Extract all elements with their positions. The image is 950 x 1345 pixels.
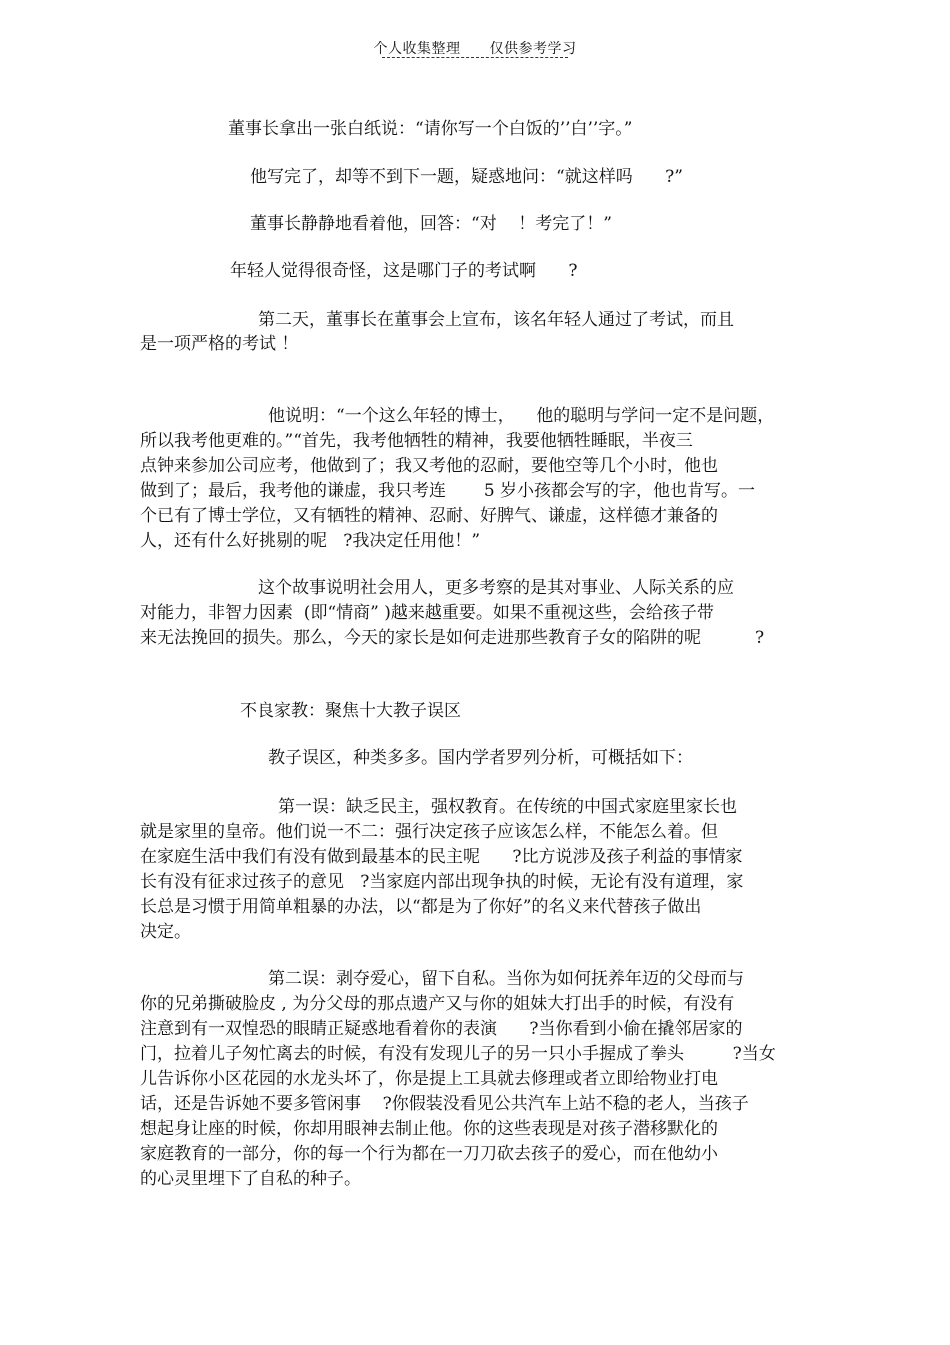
text-line: 长总是习惯于用简单粗暴的办法，以“都是为了你好”的名义来代替孩子做出 bbox=[140, 897, 702, 917]
header-divider bbox=[382, 57, 568, 58]
header-left-text: 个人收集整理 bbox=[373, 41, 461, 57]
text-line: 点钟来参加公司应考，他做到了；我又考他的忍耐，要他空等几个小时，他也 bbox=[140, 456, 718, 476]
text-line: 教子误区，种类多多。国内学者罗列分析，可概括如下： bbox=[268, 748, 693, 768]
text-line: 所以我考他更难的。”“首先，我考他牺牲的精神，我要他牺牲睡眠，半夜三 bbox=[140, 431, 693, 451]
text-line: 决定。 bbox=[140, 922, 191, 942]
text-line: 年轻人觉得很奇怪，这是哪门子的考试啊 ? bbox=[230, 261, 578, 281]
text-line: 注意到有一双惶恐的眼睛正疑惑地看着你的表演 ?当你看到小偷在撬邻居家的 bbox=[140, 1019, 743, 1039]
text-line: 是一项严格的考试 ！ bbox=[140, 334, 299, 354]
text-line: 第一误：缺乏民主，强权教育。在传统的中国式家庭里家长也 bbox=[278, 797, 737, 817]
text-line: 长有没有征求过孩子的意见 ?当家庭内部出现争执的时候，无论有没有道理，家 bbox=[140, 872, 744, 892]
text-line: 第二天，董事长在董事会上宣布，该名年轻人通过了考试，而且 bbox=[258, 310, 734, 330]
header-right-text: 仅供参考学习 bbox=[489, 41, 577, 57]
text-line: 个已有了博士学位，又有牺牲的精神、忍耐、好脾气、谦虚，这样德才兼备的 bbox=[140, 506, 718, 526]
text-line: 第二误：剥夺爱心，留下自私。当你为如何抚养年迈的父母而与 bbox=[268, 969, 744, 989]
text-line: 董事长拿出一张白纸说：“请你写一个白饭的’’白’’字。” bbox=[228, 119, 633, 139]
text-line: 做到了；最后，我考他的谦虚，我只考连 5 岁小孩都会写的字，他也肯写。一 bbox=[140, 481, 756, 501]
text-line: 他说明：“一个这么年轻的博士， 他的聪明与学问一定不是问题， bbox=[268, 406, 775, 426]
text-line: 在家庭生活中我们有没有做到最基本的民主呢 ?比方说涉及孩子利益的事情家 bbox=[140, 847, 743, 867]
text-line: 你的兄弟撕破脸皮 , 为分父母的那点遗产又与你的姐妹大打出手的时候，有没有 bbox=[140, 994, 735, 1014]
page-header bbox=[0, 38, 950, 58]
text-line: 对能力，非智力因素 (即“情商” )越来越重要。如果不重视这些，会给孩子带 bbox=[140, 603, 714, 623]
text-line: 家庭教育的一部分，你的每一个行为都在一刀刀砍去孩子的爱心，而在他幼小 bbox=[140, 1144, 718, 1164]
text-line: 人，还有什么好挑剔的呢 ?我决定任用他！” bbox=[140, 531, 481, 551]
text-line: 话，还是告诉她不要多管闲事 ?你假装没看见公共汽车上站不稳的老人，当孩子 bbox=[140, 1094, 749, 1114]
text-line: 不良家教：聚焦十大教子误区 bbox=[240, 701, 461, 721]
text-line: 想起身让座的时候，你却用眼神去制止他。你的这些表现是对孩子潜移默化的 bbox=[140, 1119, 718, 1139]
text-line: 儿告诉你小区花园的水龙头坏了，你是提上工具就去修理或者立即给物业打电 bbox=[140, 1069, 718, 1089]
text-line: 他写完了，却等不到下一题，疑惑地问：“就这样吗 ?” bbox=[250, 167, 683, 187]
text-line: 这个故事说明社会用人，更多考察的是其对事业、人际关系的应 bbox=[258, 578, 734, 598]
text-line: 董事长静静地看着他，回答：“对 ！考完了！” bbox=[250, 214, 612, 234]
text-line: 的心灵里埋下了自私的种子。 bbox=[140, 1169, 361, 1189]
text-line: 来无法挽回的损失。那么，今天的家长是如何走进那些教育子女的陷阱的呢 ? bbox=[140, 628, 765, 648]
text-line: 门，拉着儿子匆忙离去的时候，有没有发现儿子的另一只小手握成了拳头 ?当女 bbox=[140, 1044, 776, 1064]
text-line: 就是家里的皇帝。他们说一不二：强行决定孩子应该怎么样，不能怎么着。但 bbox=[140, 822, 718, 842]
